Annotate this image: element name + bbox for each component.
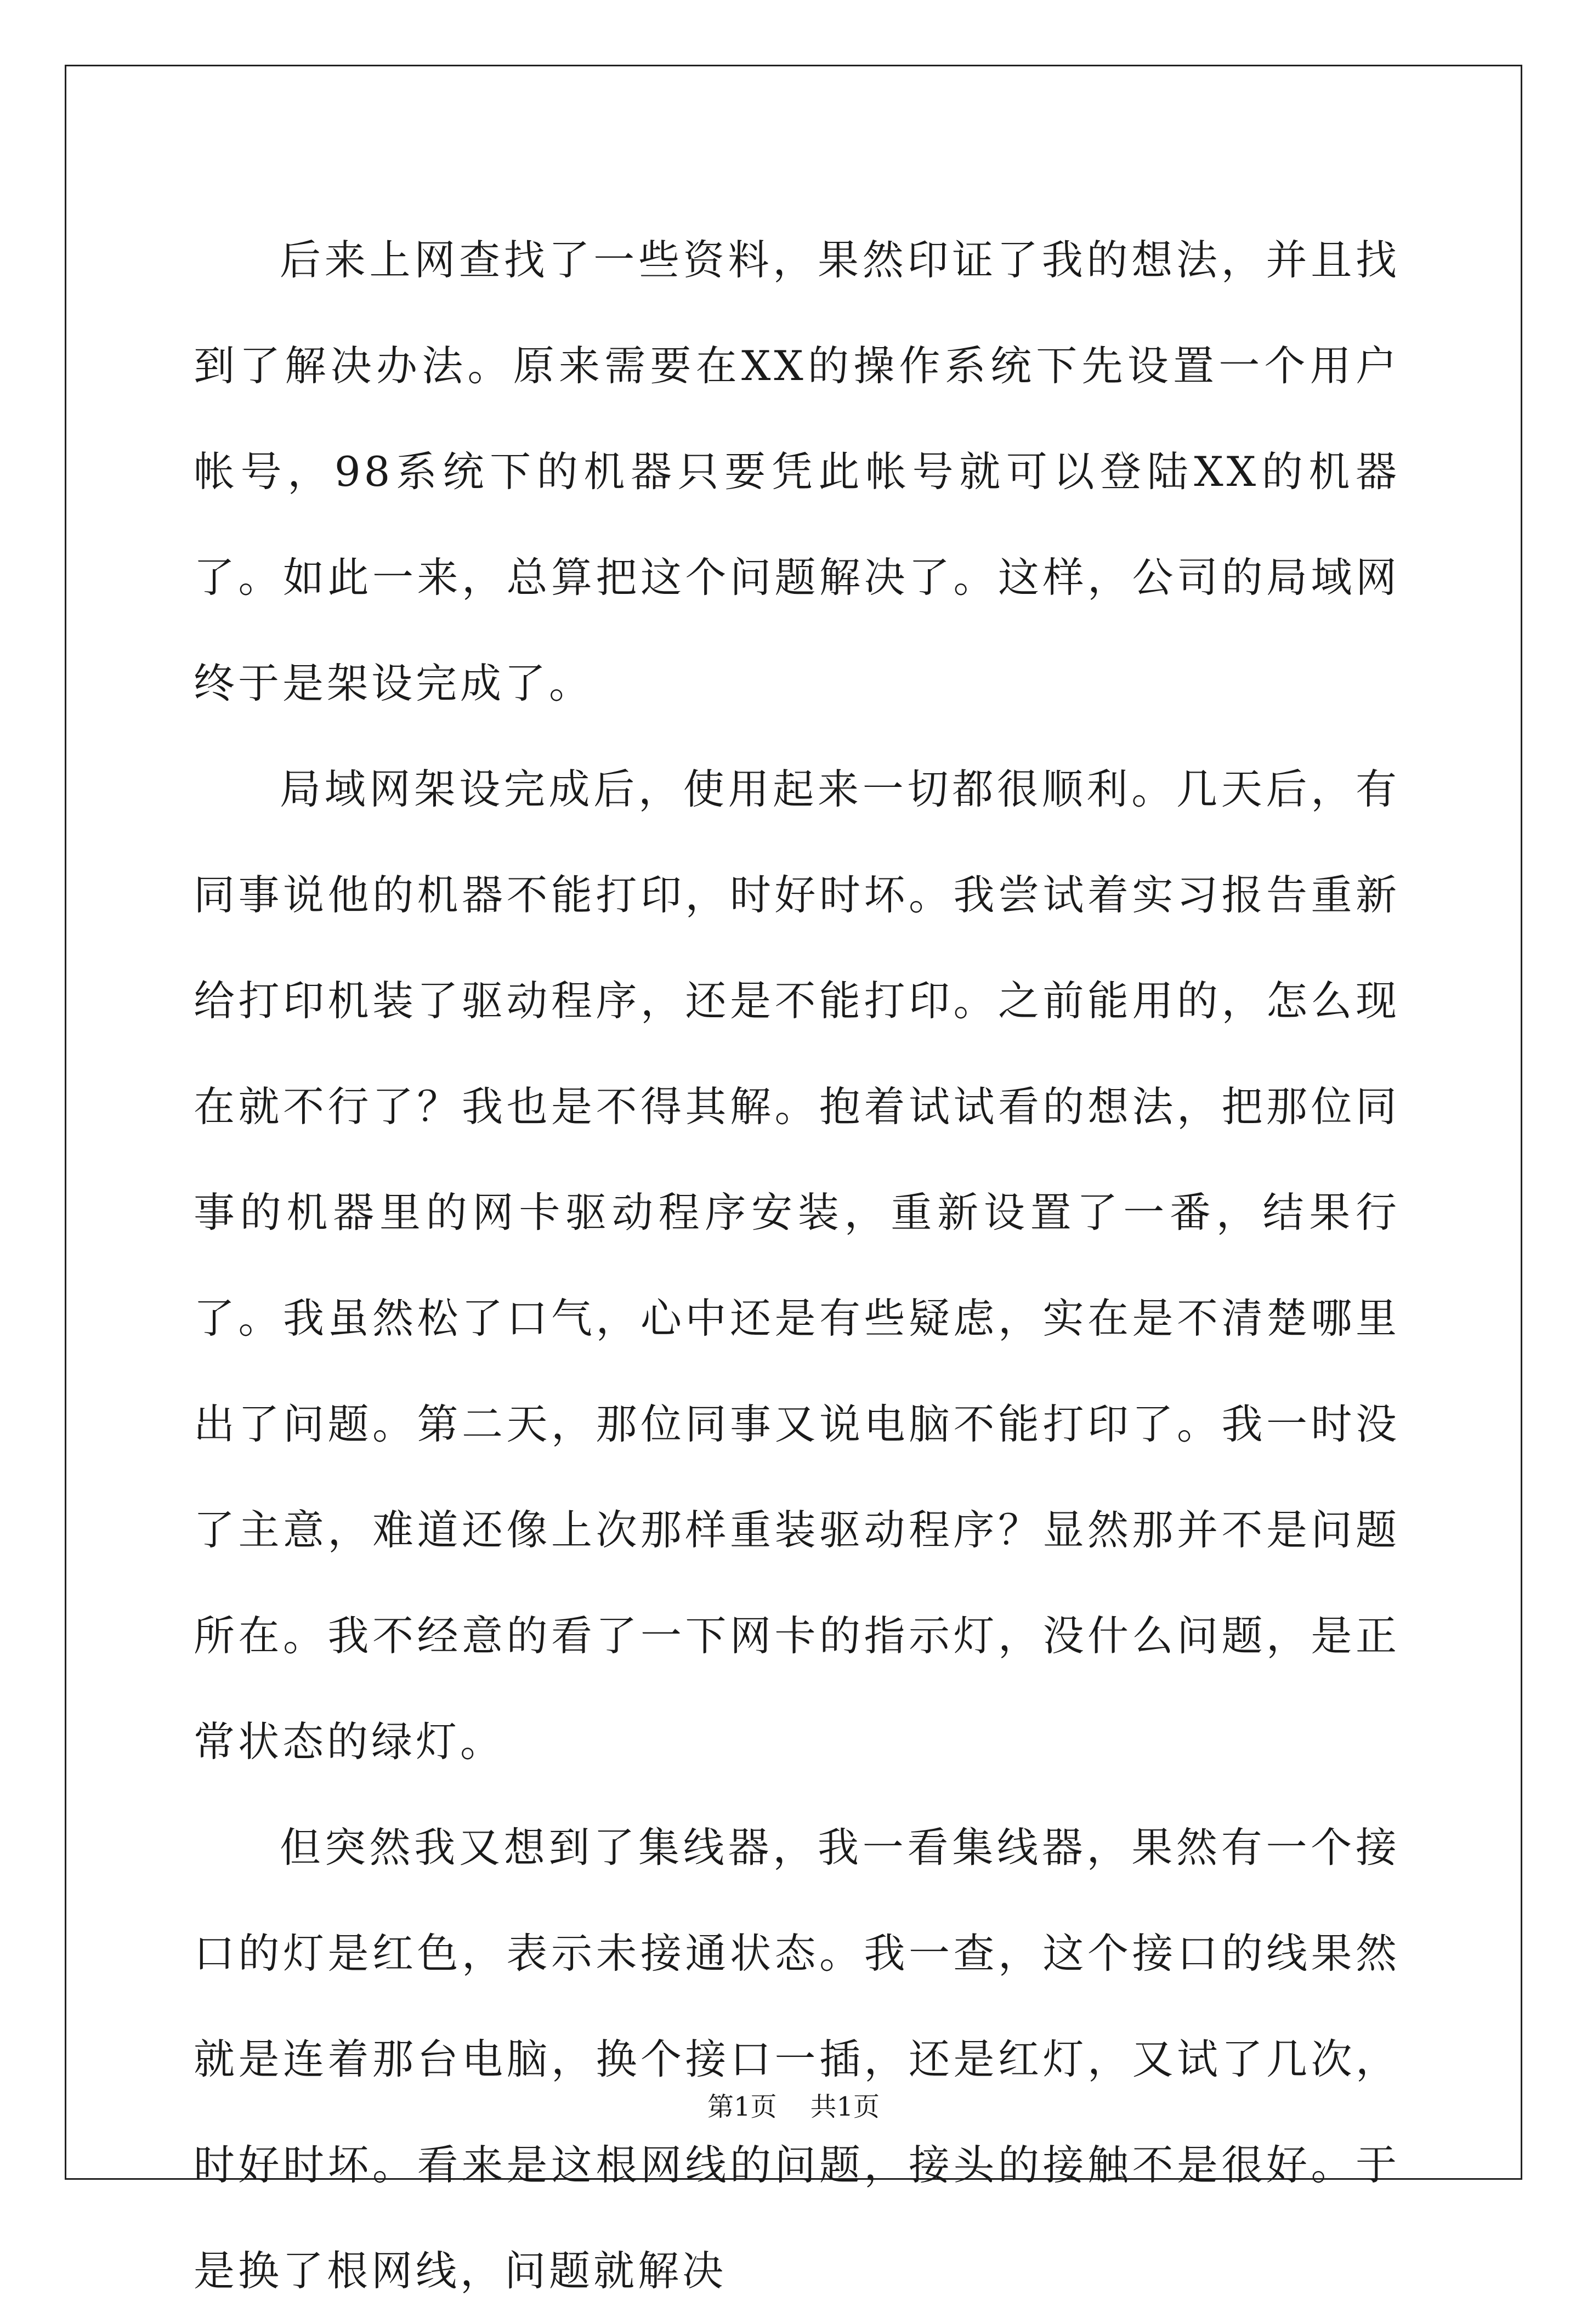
document-body bbox=[194, 207, 1400, 2324]
page-footer bbox=[0, 2090, 1587, 2123]
paragraph: 局域网架设完成后，使用起来一切都很顺利。几天后，有同事说他的机器不能打印，时好时坏。我尝试着实习报告重新给打印机装了驱动程序，还是不能打印。之前能用的，怎么现在就不行了？我也是不得其解。抱着试试看的想法，把那位同事的机器里的网卡驱动程序安装，重新设置了一番，结果行了。我虽然松了口气，心中还是有些疑虑，实在是不清楚哪里出了问题。第二天，那位同事又说电脑不能打印了。我一时没了主意，难道还像上次那样重装驱动程序？显然那并不是问题所在。我不经意的看了一下网卡的指示灯，没什么问题，是正常状态的绿灯。 bbox=[194, 765, 1400, 1766]
page-number: 第1页 bbox=[707, 2091, 777, 2122]
paragraph: 但突然我又想到了集线器，我一看集线器，果然有一个接口的灯是红色，表示未接通状态。我一查，这个接口的线果然就是连着那台电脑，换个接口一插，还是红灯，又试了几次，时好时坏。看来是这根网线的问题，接头的接触不是很好。于是换了根网线，问题就解决 bbox=[194, 1823, 1400, 2295]
footer-spacer bbox=[777, 2091, 810, 2122]
page-total: 共1页 bbox=[810, 2091, 880, 2122]
paragraph: 后来上网查找了一些资料，果然印证了我的想法，并且找到了解决办法。原来需要在XX的操作系统下先设置一个用户帐号，98系统下的机器只要凭此帐号就可以登陆XX的机器了。如此一来，总算把这个问题解决了。这样，公司的局域网终于是架设完成了。 bbox=[194, 236, 1400, 707]
